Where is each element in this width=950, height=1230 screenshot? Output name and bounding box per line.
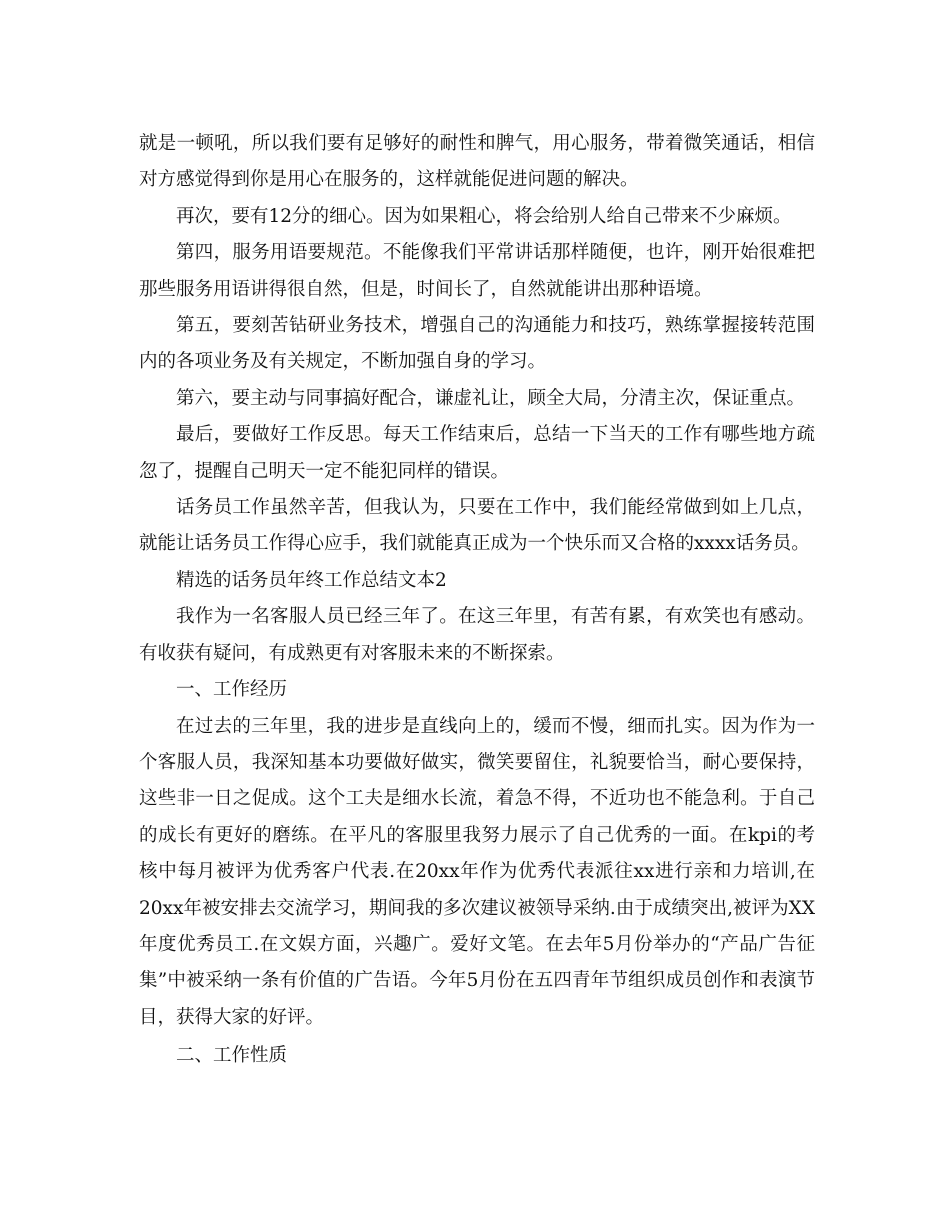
paragraph: 最后，要做好工作反思。每天工作结束后，总结一下当天的工作有哪些地方疏忽了，提醒自己明天一定不能犯同样的错误。 (139, 424, 815, 482)
section-title: 精选的话务员年终工作总结文本2 (176, 569, 447, 591)
section-heading: 二、工作性质 (176, 1045, 288, 1067)
paragraph: 第四，服务用语要规范。不能像我们平常讲话那样随便，也许，刚开始很难把那些服务用语讲得很自然，但是，时间长了，自然就能讲出那种语境。 (139, 242, 815, 300)
paragraph: 第五，要刻苦钻研业务技术，增强自己的沟通能力和技巧，熟练掌握接转范围内的各项业务及有关规定，不断加强自身的学习。 (139, 315, 815, 373)
paragraph: 就是一顿吼，所以我们要有足够好的耐性和脾气，用心服务，带着微笑通话，相信对方感觉得到你是用心在服务的，这样就能促进问题的解决。 (139, 133, 815, 191)
paragraph: 话务员工作虽然辛苦，但我认为，只要在工作中，我们能经常做到如上几点，就能让话务员工作得心应手，我们就能真正成为一个快乐而又合格的xxxx话务员。 (139, 497, 815, 555)
document-body (139, 126, 815, 1075)
section-heading: 一、工作经历 (176, 679, 288, 701)
paragraph: 在过去的三年里，我的进步是直线向上的，缓而不慢，细而扎实。因为作为一个客服人员，我深知基本功要做好做实，微笑要留住，礼貌要恰当，耐心要保持，这些非一日之促成。这个工夫是细水长流，着急不得，不近功也不能急利。于自己的成长有更好的磨练。在平凡的客服里我努力展示了自己优秀的一面。在kpi的考核中每月被评为优秀客户代表.在20xx年作为优秀代表派往xx进行亲和力培训,在20xx年被安排去交流学习，期间我的多次建议被领导采纳.由于成绩突出,被评为XX年度优秀员工.在文娱方面，兴趣广。爱好文笔。在去年5月份举办的“产品广告征集”中被采纳一条有价值的广告语。今年5月份在五四青年节组织成员创作和表演节目，获得大家的好评。 (139, 715, 815, 1028)
paragraph: 再次，要有12分的细心。因为如果粗心，将会给别人给自己带来不少麻烦。 (176, 205, 792, 227)
paragraph: 我作为一名客服人员已经三年了。在这三年里，有苦有累，有欢笑也有感动。有收获有疑问，有成熟更有对客服未来的不断探索。 (139, 606, 815, 664)
paragraph: 第六，要主动与同事搞好配合，谦虚礼让，顾全大局，分清主次，保证重点。 (176, 387, 806, 409)
